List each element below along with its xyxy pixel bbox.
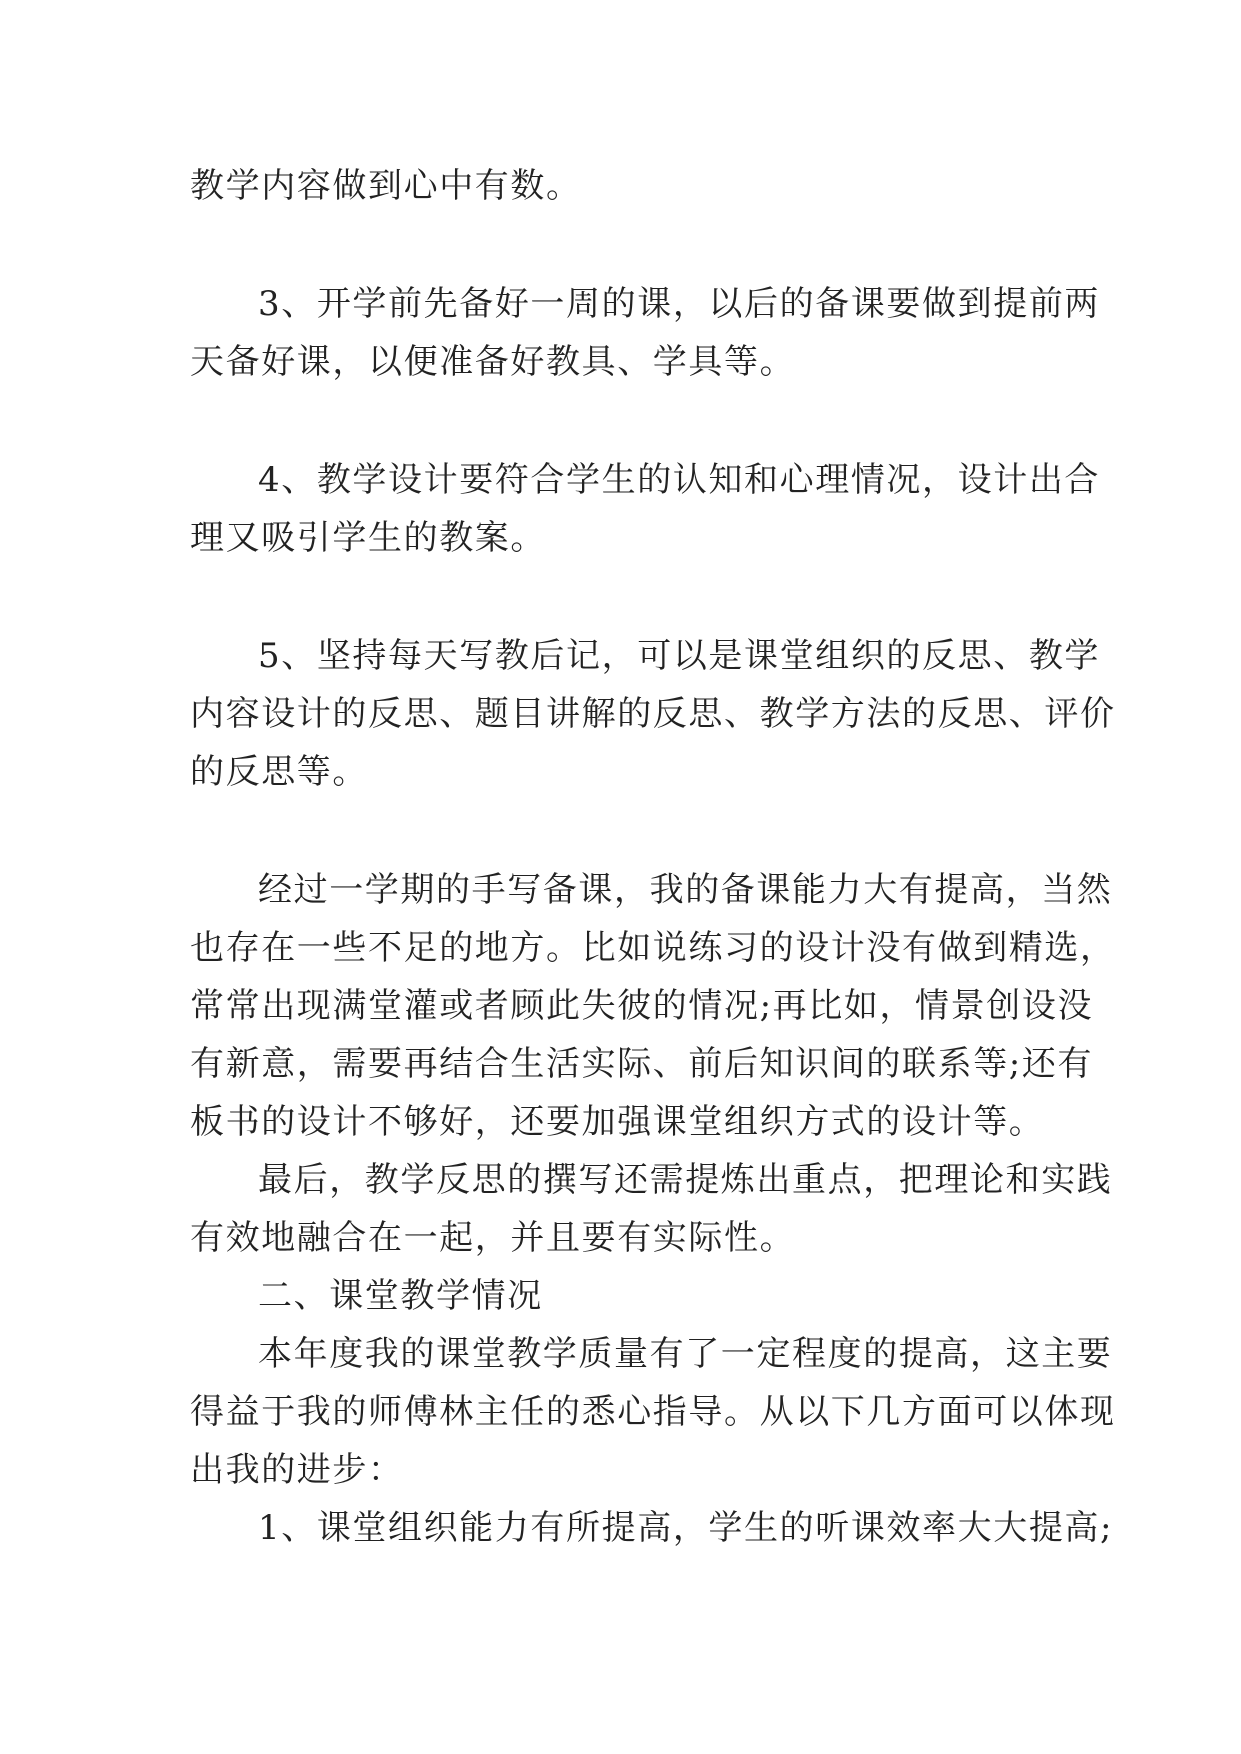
text-line: 也存在一些不足的地方。比如说练习的设计没有做到精选， (190, 928, 1116, 968)
text-line: 1、课堂组织能力有所提高，学生的听课效率大大提高; (258, 1508, 1114, 1548)
text-line: 内容设计的反思、题目讲解的反思、教学方法的反思、评价 (190, 694, 1116, 734)
text-line: 天备好课，以便准备好教具、学具等。 (190, 342, 796, 382)
text-line: 有效地融合在一起，并且要有实际性。 (190, 1218, 796, 1258)
text-line: 最后，教学反思的撰写还需提炼出重点，把理论和实践 (258, 1160, 1113, 1200)
text-line: 本年度我的课堂教学质量有了一定程度的提高，这主要 (258, 1334, 1113, 1374)
text-line: 得益于我的师傅林主任的悉心指导。从以下几方面可以体现 (190, 1392, 1116, 1432)
text-line: 理又吸引学生的教案。 (190, 518, 546, 558)
text-line: 5、坚持每天写教后记，可以是课堂组织的反思、教学 (258, 636, 1101, 676)
text-line: 的反思等。 (190, 752, 368, 792)
text-line: 有新意，需要再结合生活实际、前后知识间的联系等;还有 (190, 1044, 1094, 1084)
text-line: 3、开学前先备好一周的课，以后的备课要做到提前两 (258, 284, 1101, 324)
text-line: 常常出现满堂灌或者顾此失彼的情况;再比如，情景创设没 (190, 986, 1094, 1026)
section-heading: 二、课堂教学情况 (258, 1276, 543, 1316)
text-line: 经过一学期的手写备课，我的备课能力大有提高，当然 (258, 870, 1113, 910)
text-line: 板书的设计不够好，还要加强课堂组织方式的设计等。 (190, 1102, 1045, 1142)
text-line: 教学内容做到心中有数。 (190, 166, 582, 206)
text-line: 4、教学设计要符合学生的认知和心理情况，设计出合 (258, 460, 1101, 500)
text-line: 出我的进步： (190, 1450, 404, 1490)
